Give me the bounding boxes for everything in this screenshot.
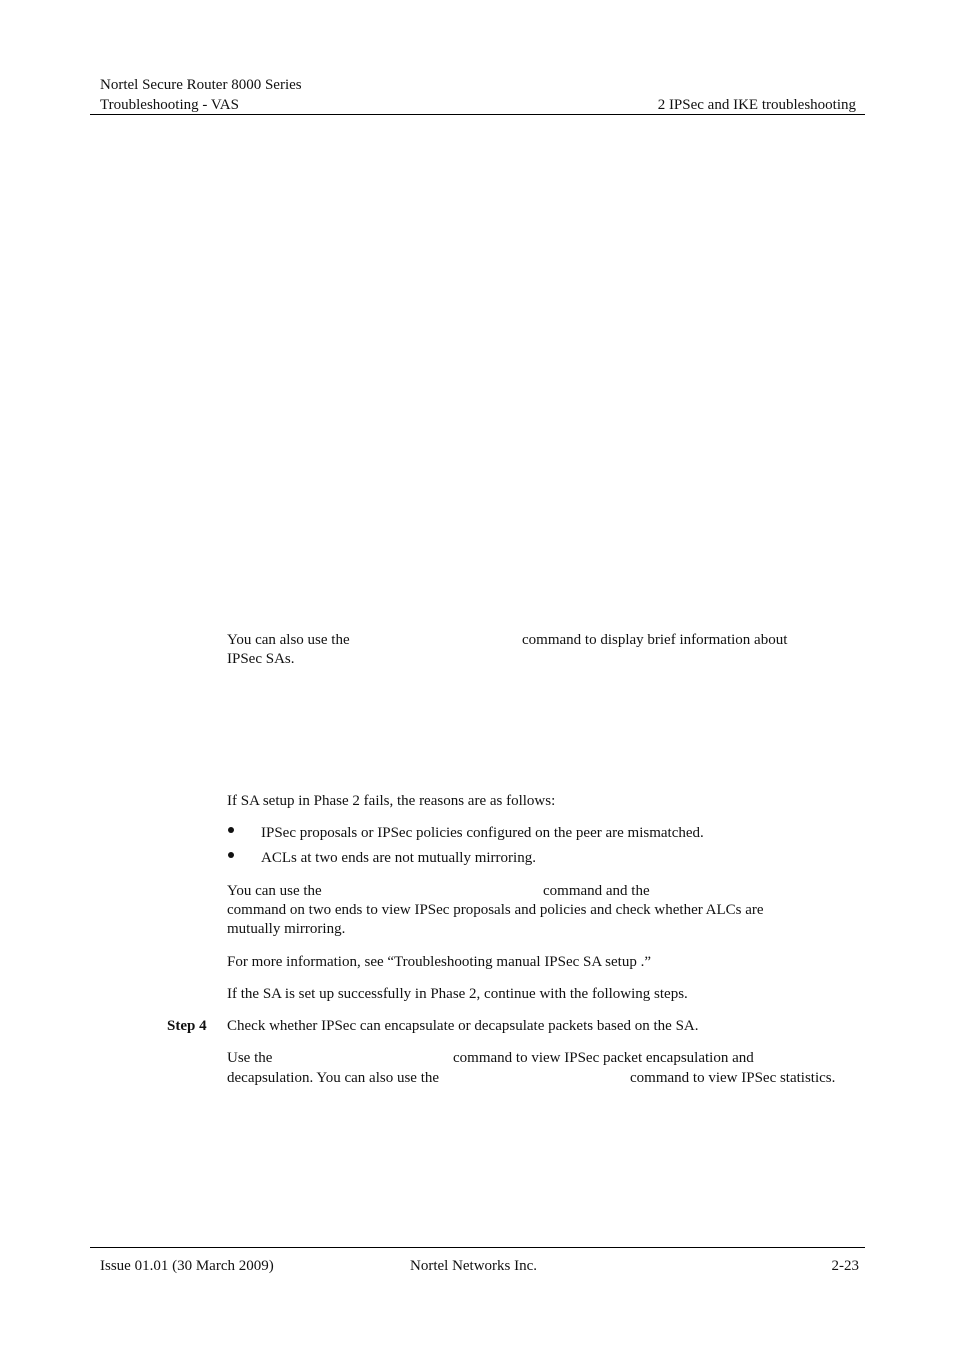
bullet-item: IPSec proposals or IPSec policies configured on the peer are mismatched. <box>261 825 704 841</box>
para-cmd-a: You can use the <box>227 883 322 899</box>
para-success: If the SA is set up successfully in Phase 2, continue with the following steps. <box>227 986 688 1002</box>
para-cmd-c: command on two ends to view IPSec proposals and policies and check whether ALCs are <box>227 902 764 918</box>
para-use-d: command to view IPSec statistics. <box>630 1070 836 1086</box>
para-cmd-b: command and the <box>543 883 650 899</box>
footer-issue: Issue 01.01 (30 March 2009) <box>100 1258 274 1274</box>
para-more-info: For more information, see “Troubleshooting manual IPSec SA setup .” <box>227 954 651 970</box>
bullet-dot <box>228 852 234 858</box>
para-also-use-b: command to display brief information about <box>522 632 788 648</box>
para-also-use-c: IPSec SAs. <box>227 651 295 667</box>
bullet-dot <box>228 827 234 833</box>
bullet-item: ACLs at two ends are not mutually mirroring. <box>261 850 536 866</box>
para-use-a: Use the <box>227 1050 273 1066</box>
step-4-text: Check whether IPSec can encapsulate or decapsulate packets based on the SA. <box>227 1018 699 1034</box>
header-chapter: 2 IPSec and IKE troubleshooting <box>657 97 856 113</box>
para-phase2-fails: If SA setup in Phase 2 fails, the reasons are as follows: <box>227 793 556 809</box>
footer-company: Nortel Networks Inc. <box>410 1258 538 1274</box>
header-product: Nortel Secure Router 8000 Series <box>100 77 302 93</box>
step-4-label: Step 4 <box>167 1018 207 1034</box>
para-also-use-a: You can also use the <box>227 632 350 648</box>
footer-rule <box>90 1247 865 1248</box>
header-doc-title: Troubleshooting - VAS <box>100 97 239 113</box>
header-rule <box>90 114 865 115</box>
para-use-b: command to view IPSec packet encapsulation and <box>453 1050 754 1066</box>
para-cmd-d: mutually mirroring. <box>227 921 346 937</box>
footer-page-number: 2-23 <box>831 1258 859 1274</box>
para-use-c: decapsulation. You can also use the <box>227 1070 440 1086</box>
